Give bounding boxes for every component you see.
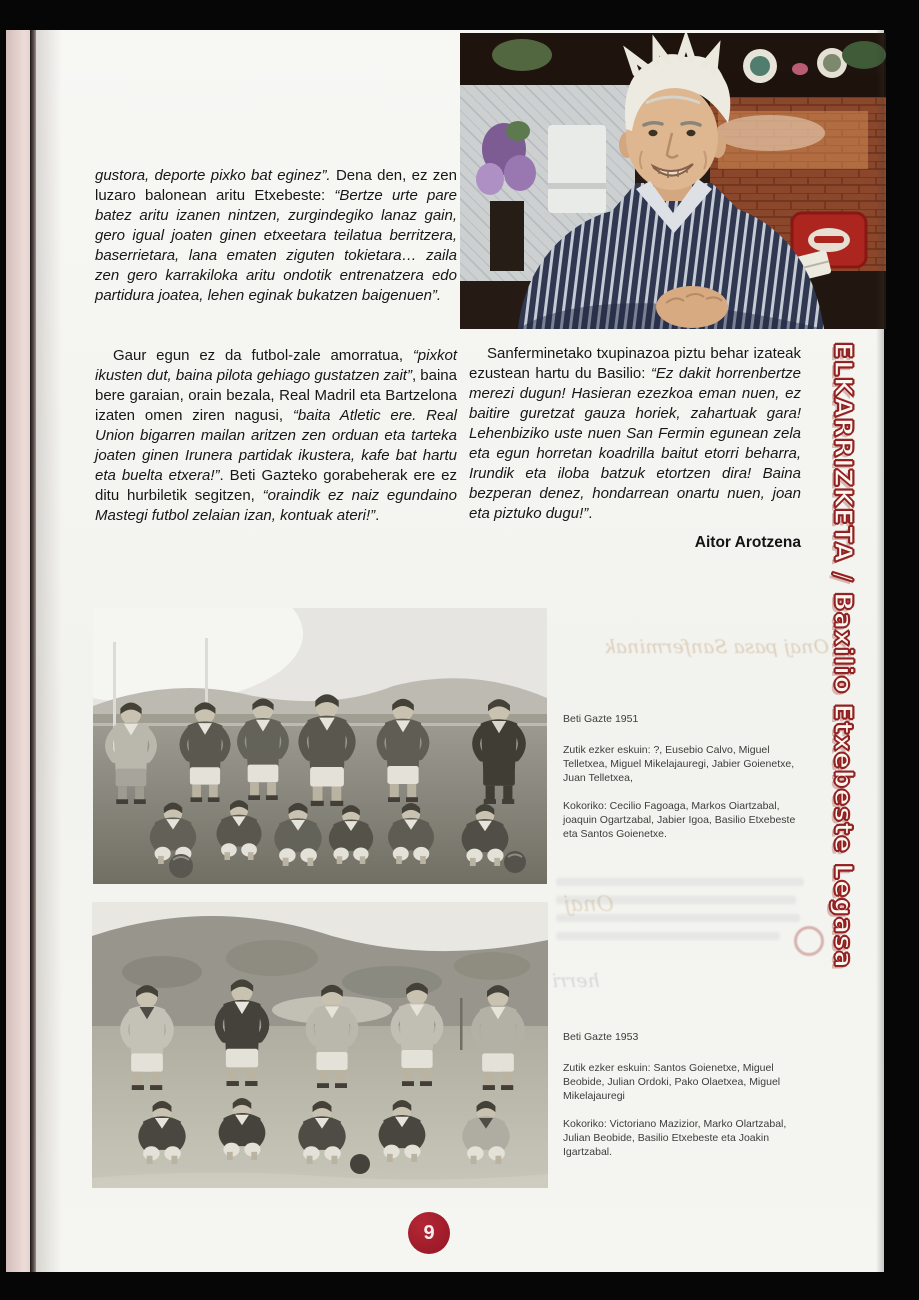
team-photo-1951 — [93, 608, 547, 884]
paragraph-3 — [469, 344, 801, 524]
ghost-showthrough-text: herri — [552, 970, 600, 992]
paragraph-1 — [95, 166, 457, 306]
adjacent-page-edge — [6, 30, 32, 1272]
body-text: , baina bere garaian, orain bezala, Real Madril eta Bartzelona izaten omen ziren nagusi, — [95, 367, 457, 424]
magazine-page — [36, 30, 884, 1272]
caption-kneeling-row: Kokoriko: Victoriano Mazizior, Marko Olartzabal, Julian Beobide, Basilio Etxebeste eta Joakin Igartzabal. — [563, 1118, 787, 1158]
caption-standing-row: Zutik ezker eskuin: Santos Goienetxe, Miguel Beobide, Julian Ordoki, Pako Olaetxea, Miguel Mikelajauregi — [563, 1062, 781, 1102]
portrait-photo — [460, 33, 886, 329]
caption-standing-row: Zutik ezker eskuin: ?, Eusebio Calvo, Miguel Telletxea, Miguel Mikelajauregi, Jabier Goienetxe, Juan Telletxea, — [563, 744, 795, 784]
photo-caption-1953 — [563, 1030, 807, 1173]
body-text: . Beti Gazteko gorabeherak ere ez ditu hurbiletik segitzen, — [95, 467, 457, 504]
caption-title: Beti Gazte 1953 — [563, 1031, 639, 1043]
ghost-showthrough-line — [556, 878, 804, 886]
body-text: . — [588, 505, 593, 522]
ghost-showthrough-line — [556, 896, 796, 904]
ghost-showthrough-line — [556, 914, 800, 922]
quote-text: “pixkot ikusten dut, baina pilota gehiago gustatzen zait” — [95, 347, 457, 384]
team-photo-1953-illustration — [92, 902, 548, 1188]
team-photo-1951-illustration — [93, 608, 547, 884]
caption-kneeling-row: Kokoriko: Cecilio Fagoaga, Markos Oiartzabal, joaquin Ogartzabal, Jabier Igoa, Basilio Etxebeste eta Santos Goienetxe. — [563, 800, 796, 840]
body-text: Sanferminetako txupinazoa piztu behar izateak ezustean hartu du Basilio: — [469, 345, 801, 382]
body-text: Gaur egun ez da futbol-zale amorratua, — [113, 347, 413, 364]
quote-text: “Bertze urte pare batez aritu izanen nintzen, zurgindegiko lanaz gain, gero igual joaten ginen etxeetara teilatua berritzera, baserrietara, lana ematen ziguten tokietara… zaila zen gero karrakiloka aritu ondotik entrenatzera edo partidura joatea, lehen eginak bukatzen baigenuen”. — [95, 187, 457, 304]
quote-text: “oraindik ez naiz egundaino Mastegi futbol zelaian izan, kontuak ateri!” — [95, 487, 457, 524]
ghost-showthrough-line — [556, 932, 780, 940]
quote-text: “Ez dakit horrenbertze merezi dugun! Hasieran ezezkoa eman nuen, ez baitire guretzat gauza horiek, zahartuak gara! Lehenbiziko uste nuen San Fermin egunean zela eta egun horretan koadrilla baitut etorri beharra, Irundik eta iloba batzuk etortzen dira! Baina bezperan denez, hondarrean onartu nuen, joan eta piztuko dugu!” — [469, 365, 801, 522]
portrait-photo-illustration — [460, 33, 886, 329]
caption-title: Beti Gazte 1951 — [563, 713, 639, 725]
paragraph-2 — [95, 346, 457, 526]
ghost-showthrough-text: Onaj — [564, 892, 614, 916]
ghost-showthrough-text: Onaj pasa Sanferminak — [604, 636, 829, 658]
team-photo-1953 — [92, 902, 548, 1188]
photo-caption-1951 — [563, 712, 807, 855]
body-text: . — [375, 507, 380, 524]
page-number-badge: 9 — [408, 1212, 450, 1254]
quote-text: “baita Atletic ere. Real Union bigarren mailan aritzen zen orduan eta tarteka joaten ginen Irunera partidak ikustera, kafe bat hartu eta buelta etxera!” — [95, 407, 457, 484]
author-byline: Aitor Arotzena — [694, 534, 801, 551]
quote-text: gustora, deporte pixko bat eginez”. — [95, 167, 336, 184]
body-text: Dena den, ez zen luzaro balonean aritu Etxebeste: — [95, 167, 457, 204]
section-vertical-title: ELKARRIZKETA / Baxilio Etxebeste Legasa — [829, 342, 858, 969]
